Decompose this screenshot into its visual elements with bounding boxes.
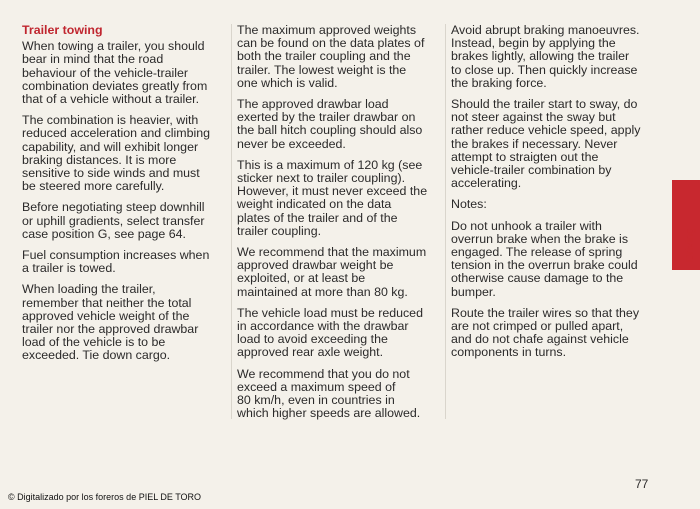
paragraph: When loading the trailer, remember that neither the total approved vehicle weight of the trailer nor the approved drawbar load of the vehicle is to be exceeded. Tie down cargo. [22,282,199,363]
column-divider [445,24,446,419]
column-1 [22,24,224,371]
column-divider [231,24,232,419]
paragraph: The vehicle load must be reduced in accordance with the drawbar load to avoid exceeding the approved rear axle weight. [237,305,423,360]
note-paragraph: Route the trailer wires so that they are not crimped or pulled apart, and do not chafe against vehicle components in turns. [451,305,640,360]
paragraph: This is a maximum of 120 kg (see sticker next to trailer coupling). However, it must never exceed the weight indicated on the data plates of the trailer and of the trailer coupling. [237,157,428,238]
paragraph: We recommend that the maximum approved drawbar weight be exploited, or at least be maintained at more than 80 kg. [237,245,427,299]
section-heading: Trailer towing [22,23,103,37]
paragraph: The maximum approved weights can be found on the data plates of both the trailer coupling and the trailer. The lowest weight is the one which is valid. [237,23,425,90]
paragraph: The approved drawbar load exerted by the trailer drawbar on the ball hitch coupling should also never be exceeded. [237,97,423,151]
column-2 [237,24,439,428]
paragraph: The combination is heavier, with reduced acceleration and climbing capability, and will exhibit longer braking distances. It is more sensitive to side winds and must be steered more carefully. [22,113,211,194]
column-3 [451,24,653,368]
page-number: 77 [635,477,649,491]
paragraph: Should the trailer start to sway, do not steer against the sway but rather reduce vehicle speed, apply the brakes if necessary. Never attempt to straigten out the vehicle-trailer combination by accelerating. [451,97,641,191]
note-paragraph: Do not unhook a trailer with overrun brake when the brake is engaged. The release of spring tension in the overrun brake could otherwise cause damage to the bumper. [451,218,638,299]
paragraph: When towing a trailer, you should bear in mind that the road behaviour of the vehicle-trailer combination deviates greatly from that of a vehicle without a trailer. [22,39,208,107]
footer-credit: © Digitalizado por los foreros de PIEL DE TORO [8,492,202,502]
paragraph: Avoid abrupt braking manoeuvres. Instead, begin by applying the brakes lightly, allowing the trailer to close up. Then quickly increase the braking force. [451,23,640,90]
section-tab-label: Driving [684,227,696,262]
paragraph: Fuel consumption increases when a trailer is towed. [22,248,210,276]
notes-label: Notes: [451,197,487,212]
paragraph: We recommend that you do not exceed a maximum speed of 80 km/h, even in countries in which higher speeds are allowed. [237,366,421,421]
paragraph: Before negotiating steep downhill or uphill gradients, select transfer case position G, see page 64. [22,200,205,241]
